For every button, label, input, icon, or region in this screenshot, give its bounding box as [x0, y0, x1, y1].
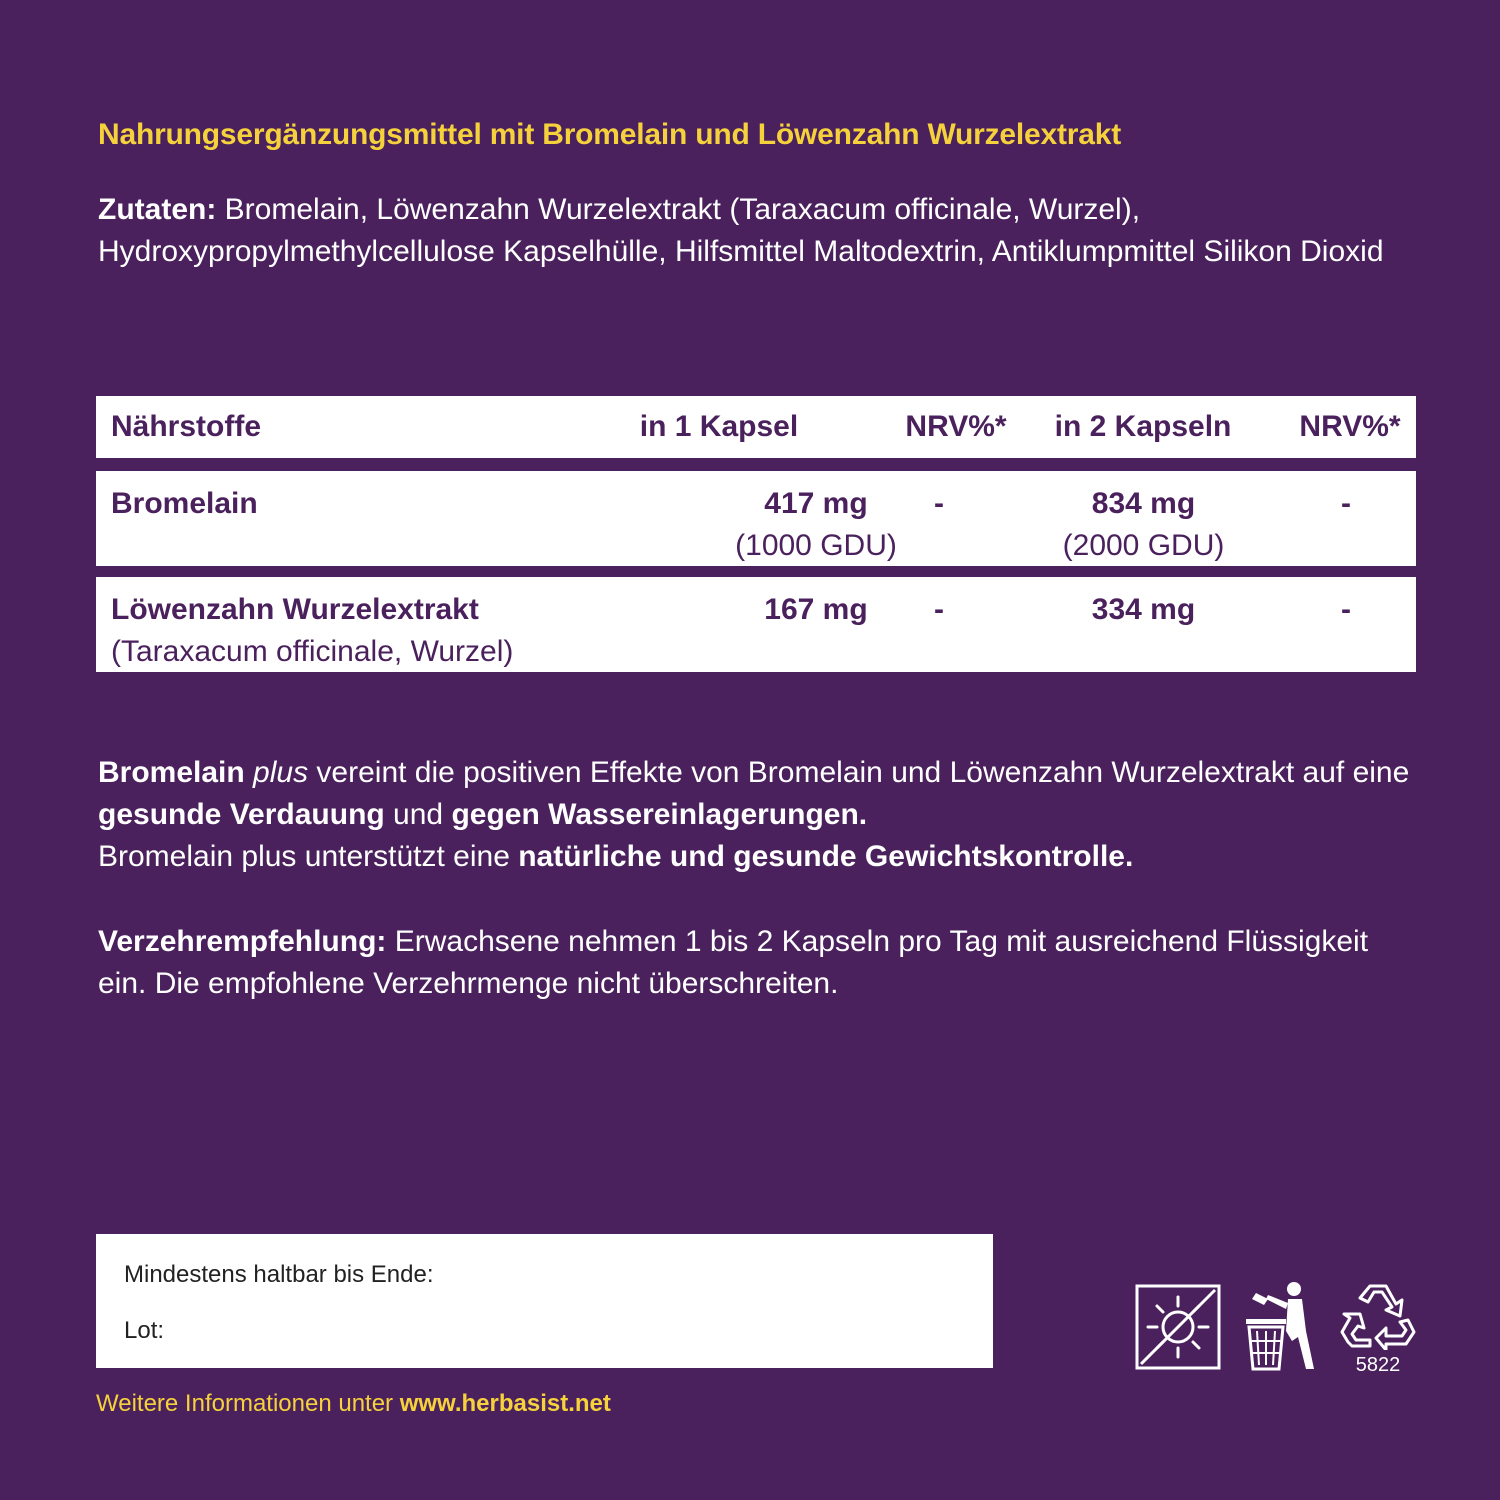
desc-text: und [384, 798, 452, 831]
nrv-2: - [1341, 487, 1351, 520]
lot-label: Lot: [124, 1317, 165, 1344]
footer-text: Weitere Informationen unter [96, 1390, 400, 1417]
amount-sub: (2000 GDU) [1062, 529, 1225, 562]
desc-highlight-weight: natürliche und gesunde Gewichtskontrolle. [518, 840, 1134, 873]
website-link[interactable]: www.herbasist.net [399, 1390, 611, 1417]
amount-value: 834 mg [1091, 487, 1196, 520]
desc-highlight-digestion: gesunde Verdauung [98, 798, 385, 831]
nutrient-name: Bromelain [111, 487, 258, 520]
desc-brand: Bromelain [98, 756, 254, 789]
nutrient-name [111, 589, 513, 673]
desc-highlight-water: gegen Wassereinlagerungen. [451, 798, 868, 831]
nutrient-name-sub: (Taraxacum officinale, Wurzel) [111, 635, 514, 668]
header-nrv-2: NRV%* [1299, 410, 1401, 443]
table-row [96, 471, 1416, 566]
best-before-label: Mindestens haltbar bis Ende: [124, 1261, 434, 1288]
best-before-box [96, 1234, 993, 1368]
recycle-code: 5822 [1355, 1354, 1401, 1376]
nutrient-name-main: Löwenzahn Wurzelextrakt [111, 593, 479, 626]
table-row [96, 577, 1416, 672]
amount-2-capsules [1006, 483, 1281, 567]
header-per-2-capsules: in 2 Kapseln [1054, 410, 1232, 443]
usage-recommendation [98, 921, 1418, 1005]
no-sunlight-icon [1135, 1284, 1221, 1370]
amount-1-capsule: 167 mg [764, 593, 868, 626]
nutrient-table-header [96, 396, 1416, 458]
product-title: Nahrungsergänzungsmittel mit Bromelain und Löwenzahn Wurzelextrakt [98, 118, 1122, 151]
product-description [98, 752, 1418, 878]
nrv-1: - [934, 593, 944, 626]
amount-value: 417 mg [764, 487, 868, 520]
desc-text: vereint die positiven Effekte von Bromelain und Löwenzahn Wurzelextrakt auf eine [308, 756, 1410, 789]
usage-text: Erwachsene nehmen 1 bis 2 Kapseln pro Tag mit ausreichend Flüssigkeit ein. Die empfohlene Verzehrmenge nicht überschreiten. [98, 925, 1369, 1000]
ingredients-label: Zutaten: [98, 193, 217, 226]
ingredients-text [98, 189, 1428, 273]
header-nutrients: Nährstoffe [111, 410, 262, 443]
desc-brand-italic: plus [253, 756, 309, 789]
dispose-in-bin-icon [1244, 1281, 1318, 1373]
footer-info [96, 1390, 611, 1418]
header-nrv-1: NRV%* [905, 410, 1007, 443]
desc-text: Bromelain plus unterstützt eine [98, 840, 519, 873]
header-per-1-capsule: in 1 Kapsel [639, 410, 799, 443]
nrv-1: - [934, 487, 944, 520]
usage-label: Verzehrempfehlung: [98, 925, 387, 958]
amount-2-capsules: 334 mg [1091, 593, 1196, 626]
amount-sub: (1000 GDU) [735, 529, 897, 562]
recycle-icon [1340, 1280, 1416, 1350]
nrv-2: - [1341, 593, 1351, 626]
ingredients-list: Bromelain, Löwenzahn Wurzelextrakt (Taraxacum officinale, Wurzel), Hydroxypropylmethylcellulose Kapselhülle, Hilfsmittel Maltodextrin, Antiklumpmittel Silikon Dioxid [98, 193, 1384, 268]
